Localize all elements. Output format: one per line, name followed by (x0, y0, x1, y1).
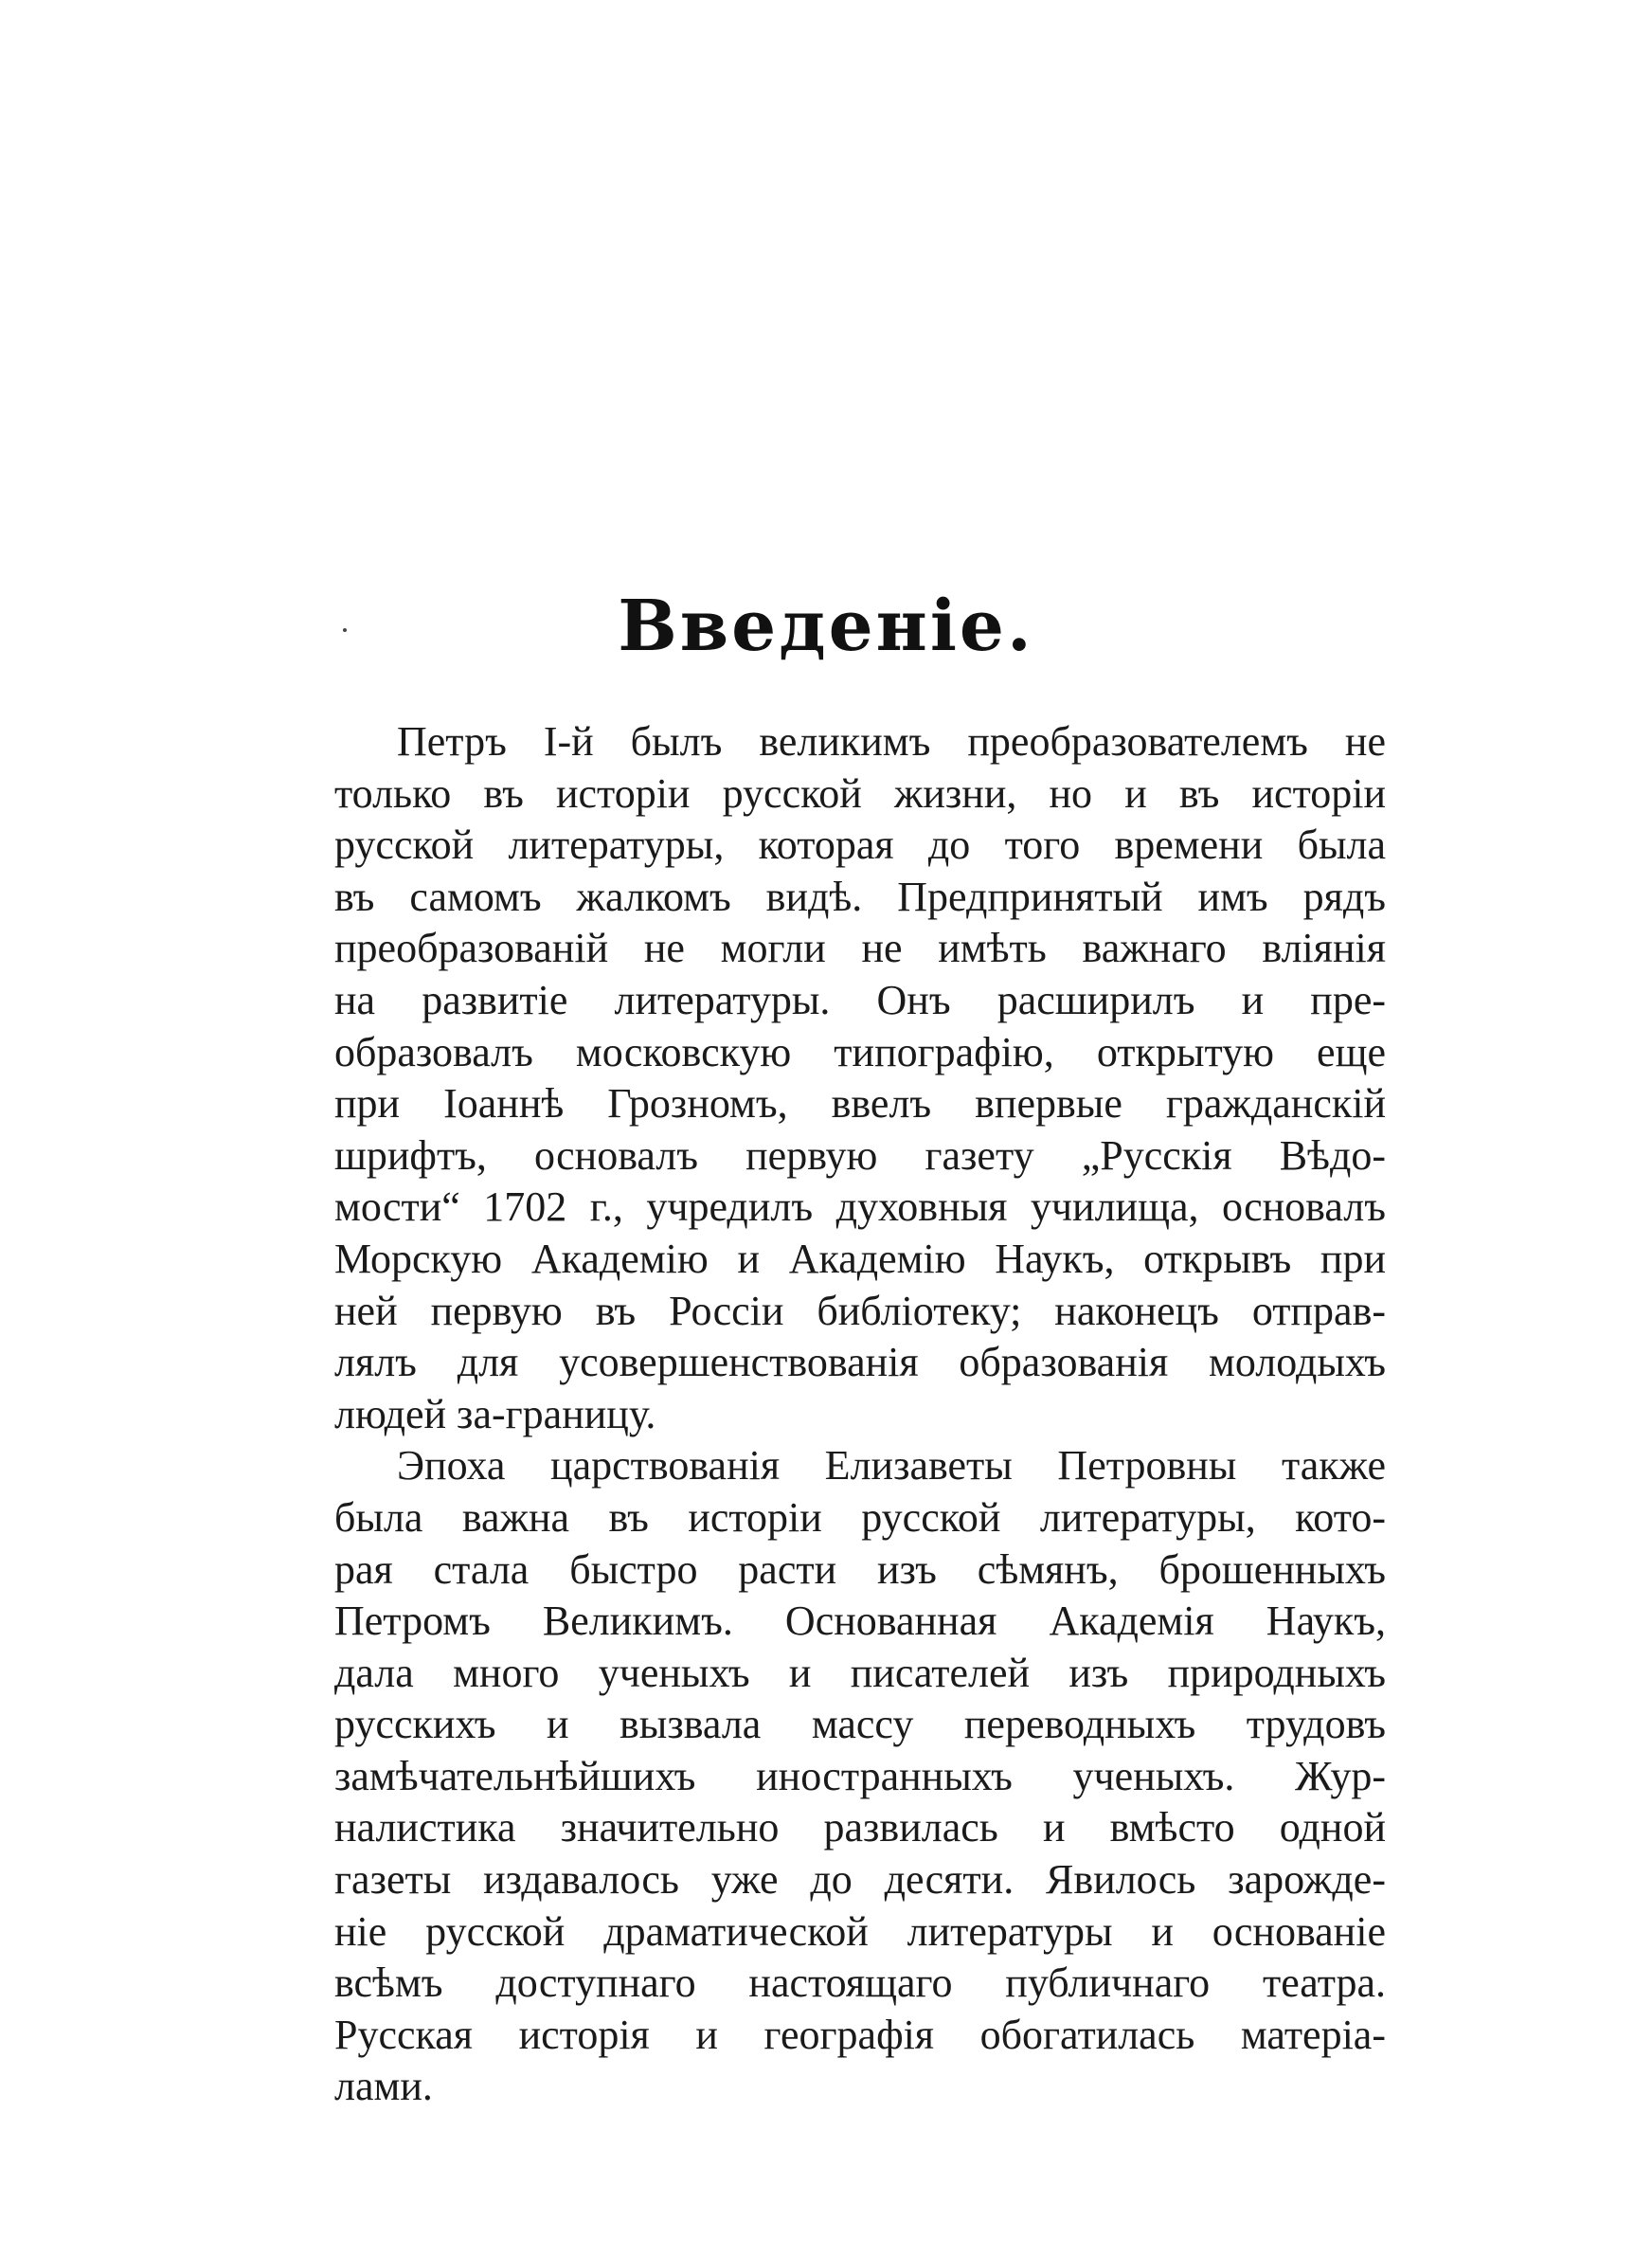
text-line: Морскую Академію и Академію Наукъ, открывъ при (334, 1235, 1386, 1282)
text-line: русской литературы, которая до того времени была (334, 822, 1386, 869)
text-line: шрифтъ, основалъ первую газету „Русскія Вѣдо- (334, 1131, 1386, 1179)
text-line: преобразованій не могли не имѣть важнаго вліянія (334, 925, 1386, 972)
text-line: русскихъ и вызвала массу переводныхъ трудовъ (334, 1701, 1386, 1748)
text-line: въ самомъ жалкомъ видѣ. Предпринятый имъ рядъ (334, 873, 1386, 920)
text-line: образовалъ московскую типографію, открытую еще (334, 1028, 1386, 1075)
text-line: при Іоаннѣ Грозномъ, ввелъ впервые гражданскій (334, 1080, 1386, 1128)
text-line: ніе русской драматической литературы и основаніе (334, 1907, 1386, 1955)
text-line: дала много ученыхъ и писателей изъ природныхъ (334, 1649, 1386, 1696)
body-text (334, 716, 1386, 2113)
page-title: Введеніе. (618, 586, 1034, 667)
text-line: налистика значительно развилась и вмѣсто одной (334, 1804, 1386, 1851)
text-line: на развитіе литературы. Онъ расширилъ и пре- (334, 976, 1386, 1023)
text-line: всѣмъ доступнаго настоящаго публичнаго театра. (334, 1959, 1386, 2007)
text-line: Русская исторія и географія обогатилась матеріа- (334, 2011, 1386, 2058)
text-line: Петръ І-й былъ великимъ преобразователемъ не (397, 718, 1386, 765)
text-line: была важна въ исторіи русской литературы, кото- (334, 1493, 1386, 1541)
text-line: замѣчательнѣйшихъ иностранныхъ ученыхъ. Жур- (334, 1752, 1386, 1799)
text-line: рая стала быстро расти изъ сѣмянъ, брошенныхъ (334, 1545, 1386, 1593)
text-line: ней первую въ Россіи библіотеку; наконецъ отправ- (334, 1287, 1386, 1334)
text-line: лами. (334, 2063, 433, 2110)
text-line: мости“ 1702 г., учредилъ духовныя училища, основалъ (334, 1183, 1386, 1231)
text-line: лялъ для усовершенствованія образованія молодыхъ (334, 1339, 1386, 1386)
text-line: газеты издавалось уже до десяти. Явилось зарожде- (334, 1856, 1386, 1904)
text-line: Эпоха царствованія Елизаветы Петровны также (397, 1442, 1386, 1490)
text-line: Петромъ Великимъ. Основанная Академія Наукъ, (334, 1598, 1386, 1645)
text-line: только въ исторіи русской жизни, но и въ исторіи (334, 769, 1386, 817)
text-line: людей за-границу. (334, 1390, 656, 1437)
